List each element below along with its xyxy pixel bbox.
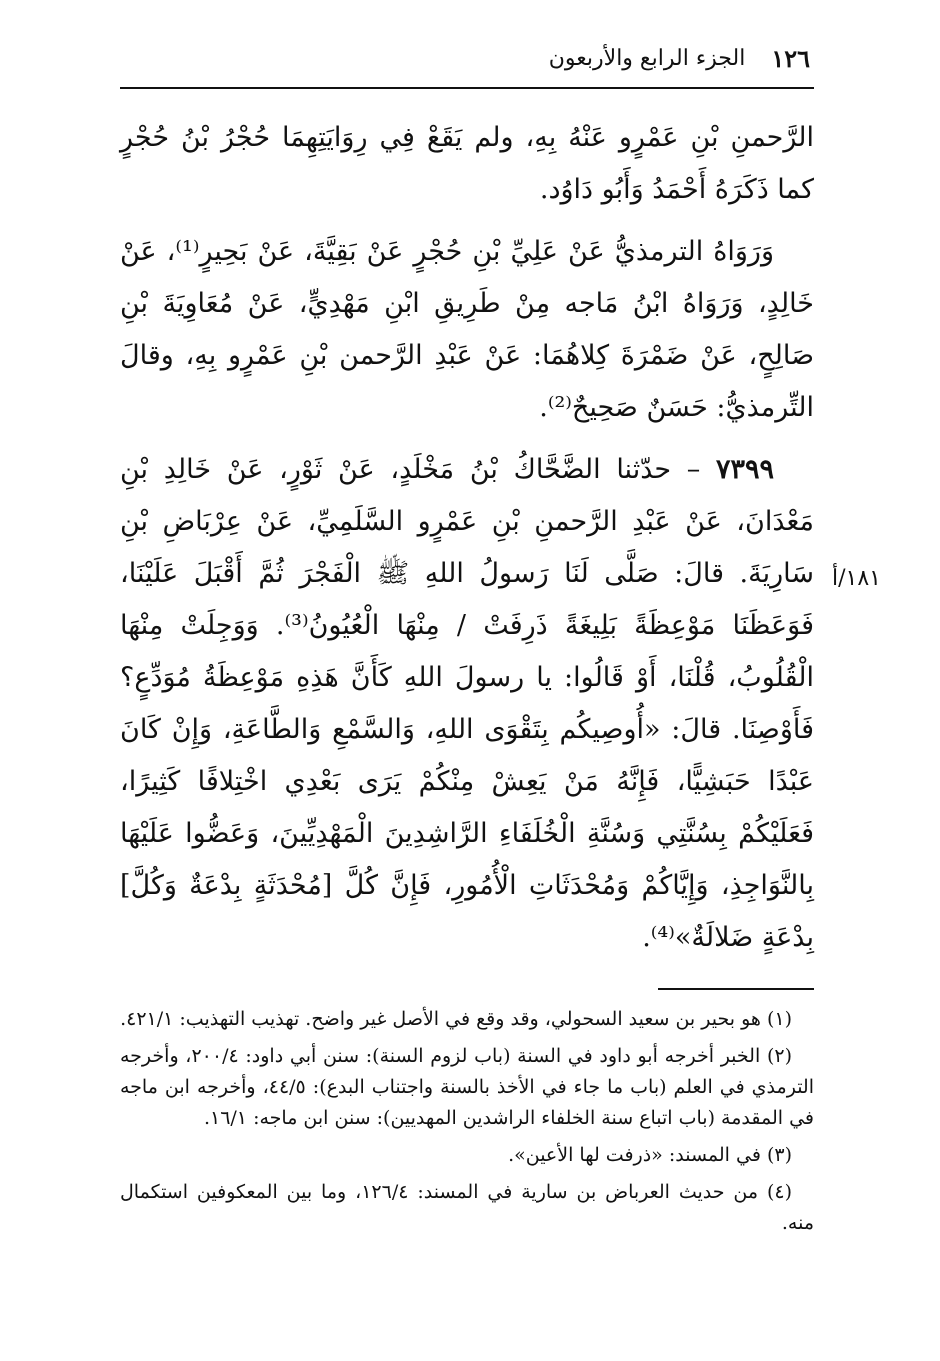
running-header — [120, 38, 810, 78]
paragraph-1: الرَّحمنِ بْنِ عَمْرٍو عَنْهُ بِهِ، ولم يَقَعْ فِي رِوَايَتِهِمَا حُجْرُ بْنُ حُجْرٍ كما ذَكَرَهُ أَحْمَدُ وَأَبُو دَاوُد. — [120, 122, 814, 205]
volume-title: الجزء الرابع والأربعون — [548, 45, 746, 71]
footnotes — [120, 1004, 814, 1245]
main-text — [120, 112, 814, 974]
page-number: ١٢٦ — [771, 43, 810, 73]
footnote-rule — [658, 988, 814, 990]
footnote-3: (٣) في المسند: «ذرفت لها الأعين». — [508, 1144, 792, 1166]
hadith-text: – حدّثنا الضَّحَّاكُ بْنُ مَخْلَدٍ، عَنْ ثَوْرٍ، عَنْ خَالِدِ بْنِ مَعْدَانَ، عَنْ عَبْدِ الرَّحمنِ بْنِ عَمْرٍو السَّلَمِيِّ، عَنْ عِرْبَاضِ بْنِ سَارِيَةَ. قالَ: صَلَّى لَنَا رَسولُ اللهِ ﷺ الْفَجْرَ ثُمَّ أَقْبَلَ عَلَيْنَا، فَوَعَظَنَا مَوْعِظَةً بَلِيغَةً ذَرِفَتْ / مِنْهَا الْعُيُونُ⁽³⁾. وَوَجِلَتْ مِنْهَا الْقُلُوبُ، قُلْنَا، أَوْ قَالُوا: يا رسولَ اللهِ كَأَنَّ هَذِهِ مَوْعِظَةُ مُوَدِّعٍ؟ فَأَوْصِنَا. قالَ: «أُوصِيكُم بِتَقْوَى اللهِ، وَالسَّمْعِ وَالطَّاعَةِ، وَإِنْ كَانَ عَبْدًا حَبَشِيًّا، فَإِنَّهُ مَنْ يَعِشْ مِنْكُمْ يَرَى بَعْدِي اخْتِلافًا كَثِيرًا، فَعَلَيْكُمْ بِسُنَّتِي وَسُنَّةِ الْخُلَفَاءِ الرَّاشِدِينَ الْمَهْدِيِّينَ، وَعَضُّوا عَلَيْهَا بِالنَّوَاجِذِ، وَإِيَّاكُمْ وَمُحْدَثَاتِ الْأُمُورِ، فَإِنَّ كُلَّ [مُحْدَثَةٍ بِدْعَةٌ وَكُلَّ] بِدْعَةٍ ضَلالَةٌ»⁽⁴⁾. — [120, 454, 814, 953]
header-rule — [120, 87, 814, 89]
footnote-4: (٤) من حديث العرباض بن سارية في المسند: ١٢٦/٤، وما بين المعكوفين استكمال منه. — [120, 1181, 814, 1234]
hadith-number: ٧٣٩٩ — [715, 454, 774, 485]
footnote-1: (١) هو بحير بن سعيد السحولي، وقد وقع في الأصل غير واضح. تهذيب التهذيب: ٤٢١/١. — [120, 1008, 792, 1030]
manuscript-folio-note: ١٨١/أ — [832, 566, 881, 591]
paragraph-hadith — [120, 444, 814, 964]
paragraph-2: وَرَوَاهُ الترمذيُّ عَنْ عَلِيِّ بْنِ حُجْرٍ عَنْ بَقِيَّةَ، عَنْ بَحِيرٍ⁽¹⁾، عَنْ خَالِدٍ، وَرَوَاهُ ابْنُ مَاجه مِنْ طَرِيقِ ابْنِ مَهْدِيٍّ، عَنْ مُعَاوِيَةَ بْنِ صَالِحٍ، عَنْ ضَمْرَةَ كِلاهُمَا: عَنْ عَبْدِ الرَّحمن بْنِ عَمْرٍو بِهِ، وقالَ التِّرمذيُّ: حَسَنٌ صَحِيحٌ⁽²⁾. — [120, 236, 814, 423]
footnote-2: (٢) الخبر أخرجه أبو داود في السنة (باب لزوم السنة): سنن أبي داود: ٢٠٠/٤، وأخرجه الترمذي في العلم (باب ما جاء في الأخذ بالسنة واجتناب البدع): ٤٤/٥، وأخرجه ابن ماجه في المقدمة (باب اتباع سنة الخلفاء الراشدين المهديين): سنن ابن ماجه: ١٦/١. — [120, 1045, 814, 1129]
